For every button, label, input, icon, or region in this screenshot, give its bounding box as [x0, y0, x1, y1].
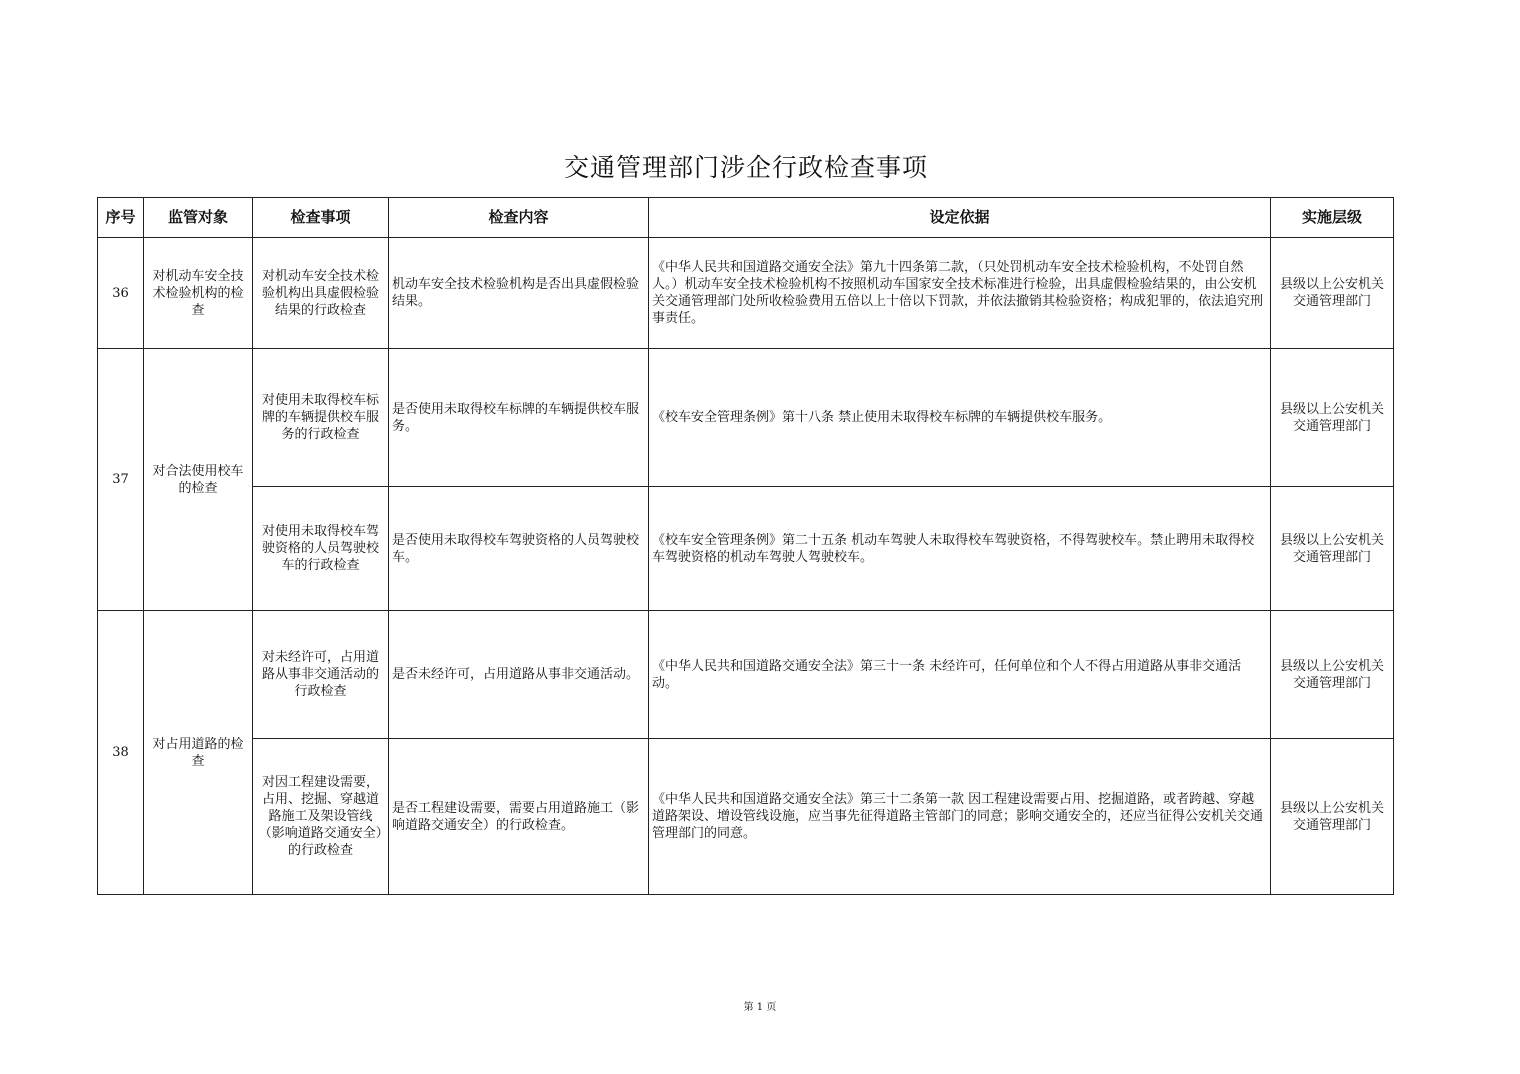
row-number: 37: [98, 349, 144, 611]
legal-basis: 《中华人民共和国道路交通安全法》第九十四条第二款，（只处罚机动车安全技术检验机构，不处罚自然人。）机动车安全技术检验机构不按照机动车国家安全技术标准进行检验，出具虚假检验结果的，由公安机关交通管理部门处所收检验费用五倍以上十倍以下罚款，并依法撤销其检验资格；构成犯罪的，依法追究刑事责任。: [649, 238, 1271, 349]
legal-basis: 《校车安全管理条例》第十八条 禁止使用未取得校车标牌的车辆提供校车服务。: [649, 349, 1271, 487]
table-row: [98, 349, 1394, 487]
inspection-item: 对使用未取得校车标牌的车辆提供校车服务的行政检查: [253, 349, 389, 487]
implementation-level: 县级以上公安机关交通管理部门: [1271, 487, 1394, 611]
implementation-level: 县级以上公安机关交通管理部门: [1271, 739, 1394, 895]
inspection-item: 对因工程建设需要，占用、挖掘、穿越道路施工及架设管线（影响道路交通安全）的行政检查: [253, 739, 389, 895]
inspection-item: 对未经许可，占用道路从事非交通活动的行政检查: [253, 611, 389, 739]
header-no: 序号: [98, 198, 144, 238]
supervision-object: 对合法使用校车的检查: [144, 349, 253, 611]
implementation-level: 县级以上公安机关交通管理部门: [1271, 611, 1394, 739]
header-item: 检查事项: [253, 198, 389, 238]
inspection-content: 是否使用未取得校车驾驶资格的人员驾驶校车。: [389, 487, 649, 611]
table-row: [98, 487, 1394, 611]
table-row: [98, 611, 1394, 739]
inspection-table: [97, 197, 1394, 895]
row-number: 38: [98, 611, 144, 895]
implementation-level: 县级以上公安机关交通管理部门: [1271, 238, 1394, 349]
table-header-row: [98, 198, 1394, 238]
header-basis: 设定依据: [649, 198, 1271, 238]
inspection-content: 是否使用未取得校车标牌的车辆提供校车服务。: [389, 349, 649, 487]
inspection-item: 对使用未取得校车驾驶资格的人员驾驶校车的行政检查: [253, 487, 389, 611]
page-number: 第 1 页: [743, 1002, 777, 1013]
supervision-object: 对机动车安全技术检验机构的检查: [144, 238, 253, 349]
supervision-object: 对占用道路的检查: [144, 611, 253, 895]
header-content: 检查内容: [389, 198, 649, 238]
page-title: 交通管理部门涉企行政检查事项: [563, 153, 928, 182]
inspection-content: 是否工程建设需要，需要占用道路施工（影响道路交通安全）的行政检查。: [389, 739, 649, 895]
legal-basis: 《中华人民共和国道路交通安全法》第三十二条第一款 因工程建设需要占用、挖掘道路，或者跨越、穿越道路架设、增设管线设施，应当事先征得道路主管部门的同意；影响交通安全的，还应当征得公安机关交通管理部门的同意。: [649, 739, 1271, 895]
inspection-item: 对机动车安全技术检验机构出具虚假检验结果的行政检查: [253, 238, 389, 349]
table-row: [98, 238, 1394, 349]
header-object: 监管对象: [144, 198, 253, 238]
row-number: 36: [98, 238, 144, 349]
inspection-content: 机动车安全技术检验机构是否出具虚假检验结果。: [389, 238, 649, 349]
table-row: [98, 739, 1394, 895]
legal-basis: 《中华人民共和国道路交通安全法》第三十一条 未经许可，任何单位和个人不得占用道路从事非交通活动。: [649, 611, 1271, 739]
inspection-content: 是否未经许可，占用道路从事非交通活动。: [389, 611, 649, 739]
legal-basis: 《校车安全管理条例》第二十五条 机动车驾驶人未取得校车驾驶资格，不得驾驶校车。禁止聘用未取得校车驾驶资格的机动车驾驶人驾驶校车。: [649, 487, 1271, 611]
header-level: 实施层级: [1271, 198, 1394, 238]
implementation-level: 县级以上公安机关交通管理部门: [1271, 349, 1394, 487]
